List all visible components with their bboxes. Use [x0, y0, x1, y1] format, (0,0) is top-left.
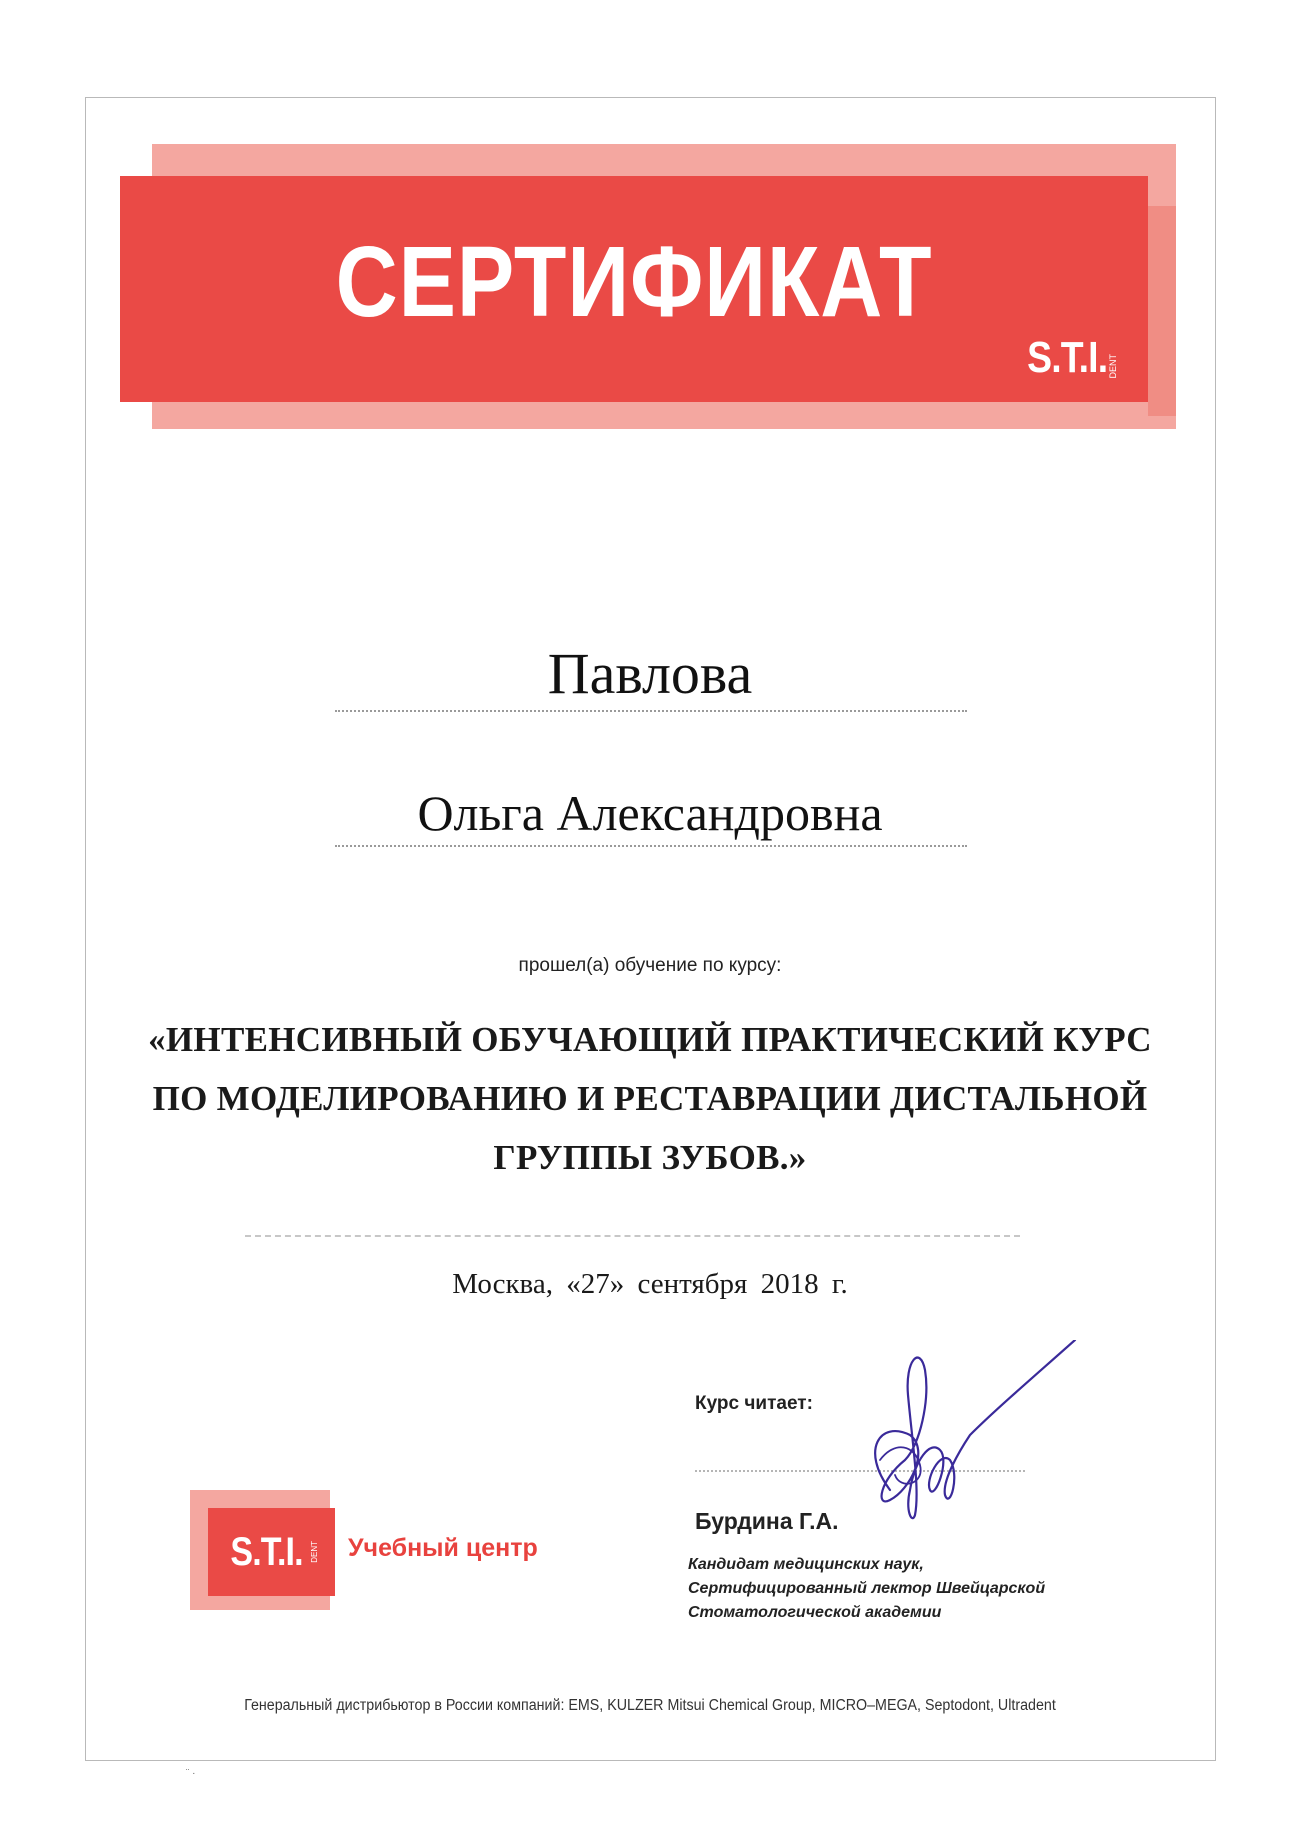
training-center-caption: Учебный центр: [348, 1534, 538, 1562]
completed-text: прошел(а) обучение по курсу:: [518, 955, 782, 976]
place-date: Москва, «27» сентября 2018 г.: [452, 1268, 848, 1300]
logo-box: [208, 1508, 335, 1596]
divider: [335, 845, 967, 847]
course-title-line: «ИНТЕНСИВНЫЙ ОБУЧАЮЩИЙ ПРАКТИЧЕСКИЙ КУРС: [148, 1020, 1152, 1059]
lecturer-title: [688, 1553, 1108, 1625]
distributor-footer: Генеральный дистрибьютор в России компаний: EMS, KULZER Mitsui Chemical Group, MICRO–MEGA, Septodont, Ultradent: [244, 1697, 1056, 1714]
training-center-logo: [190, 1490, 590, 1615]
sti-logo: [1013, 333, 1118, 382]
scan-speck: ¨ ·: [186, 1768, 196, 1779]
divider: [335, 710, 967, 712]
lecturer-name: Бурдина Г.А.: [695, 1508, 839, 1534]
banner-shadow-right: [1148, 206, 1176, 416]
lecturer-title-line: Кандидат медицинских наук,: [688, 1556, 924, 1573]
certificate-banner: [120, 176, 1148, 402]
lecturer-title-line: Сертифицированный лектор Швейцарской: [688, 1580, 1046, 1597]
handwritten-signature: [820, 1340, 1080, 1530]
recipient-given-names: Ольга Александровна: [417, 785, 883, 841]
certificate-title: СЕРТИФИКАТ: [335, 226, 933, 338]
sti-logo-sub: DENT: [1108, 353, 1118, 378]
course-title: [110, 1010, 1190, 1187]
course-title-line: ПО МОДЕЛИРОВАНИЮ И РЕСТАВРАЦИИ ДИСТАЛЬНОЙ: [152, 1079, 1148, 1118]
recipient-surname: Павлова: [547, 641, 753, 706]
training-logo-text: S.T.I.: [230, 1530, 304, 1574]
lecturer-label: Курс читает:: [695, 1393, 813, 1414]
training-logo-sub: DENT: [309, 1541, 319, 1563]
course-title-line: ГРУППЫ ЗУБОВ.»: [493, 1138, 807, 1177]
sti-logo-text: S.T.I.: [1026, 333, 1107, 382]
divider: [245, 1235, 1020, 1237]
lecturer-title-line: Стоматологической академии: [688, 1604, 942, 1621]
